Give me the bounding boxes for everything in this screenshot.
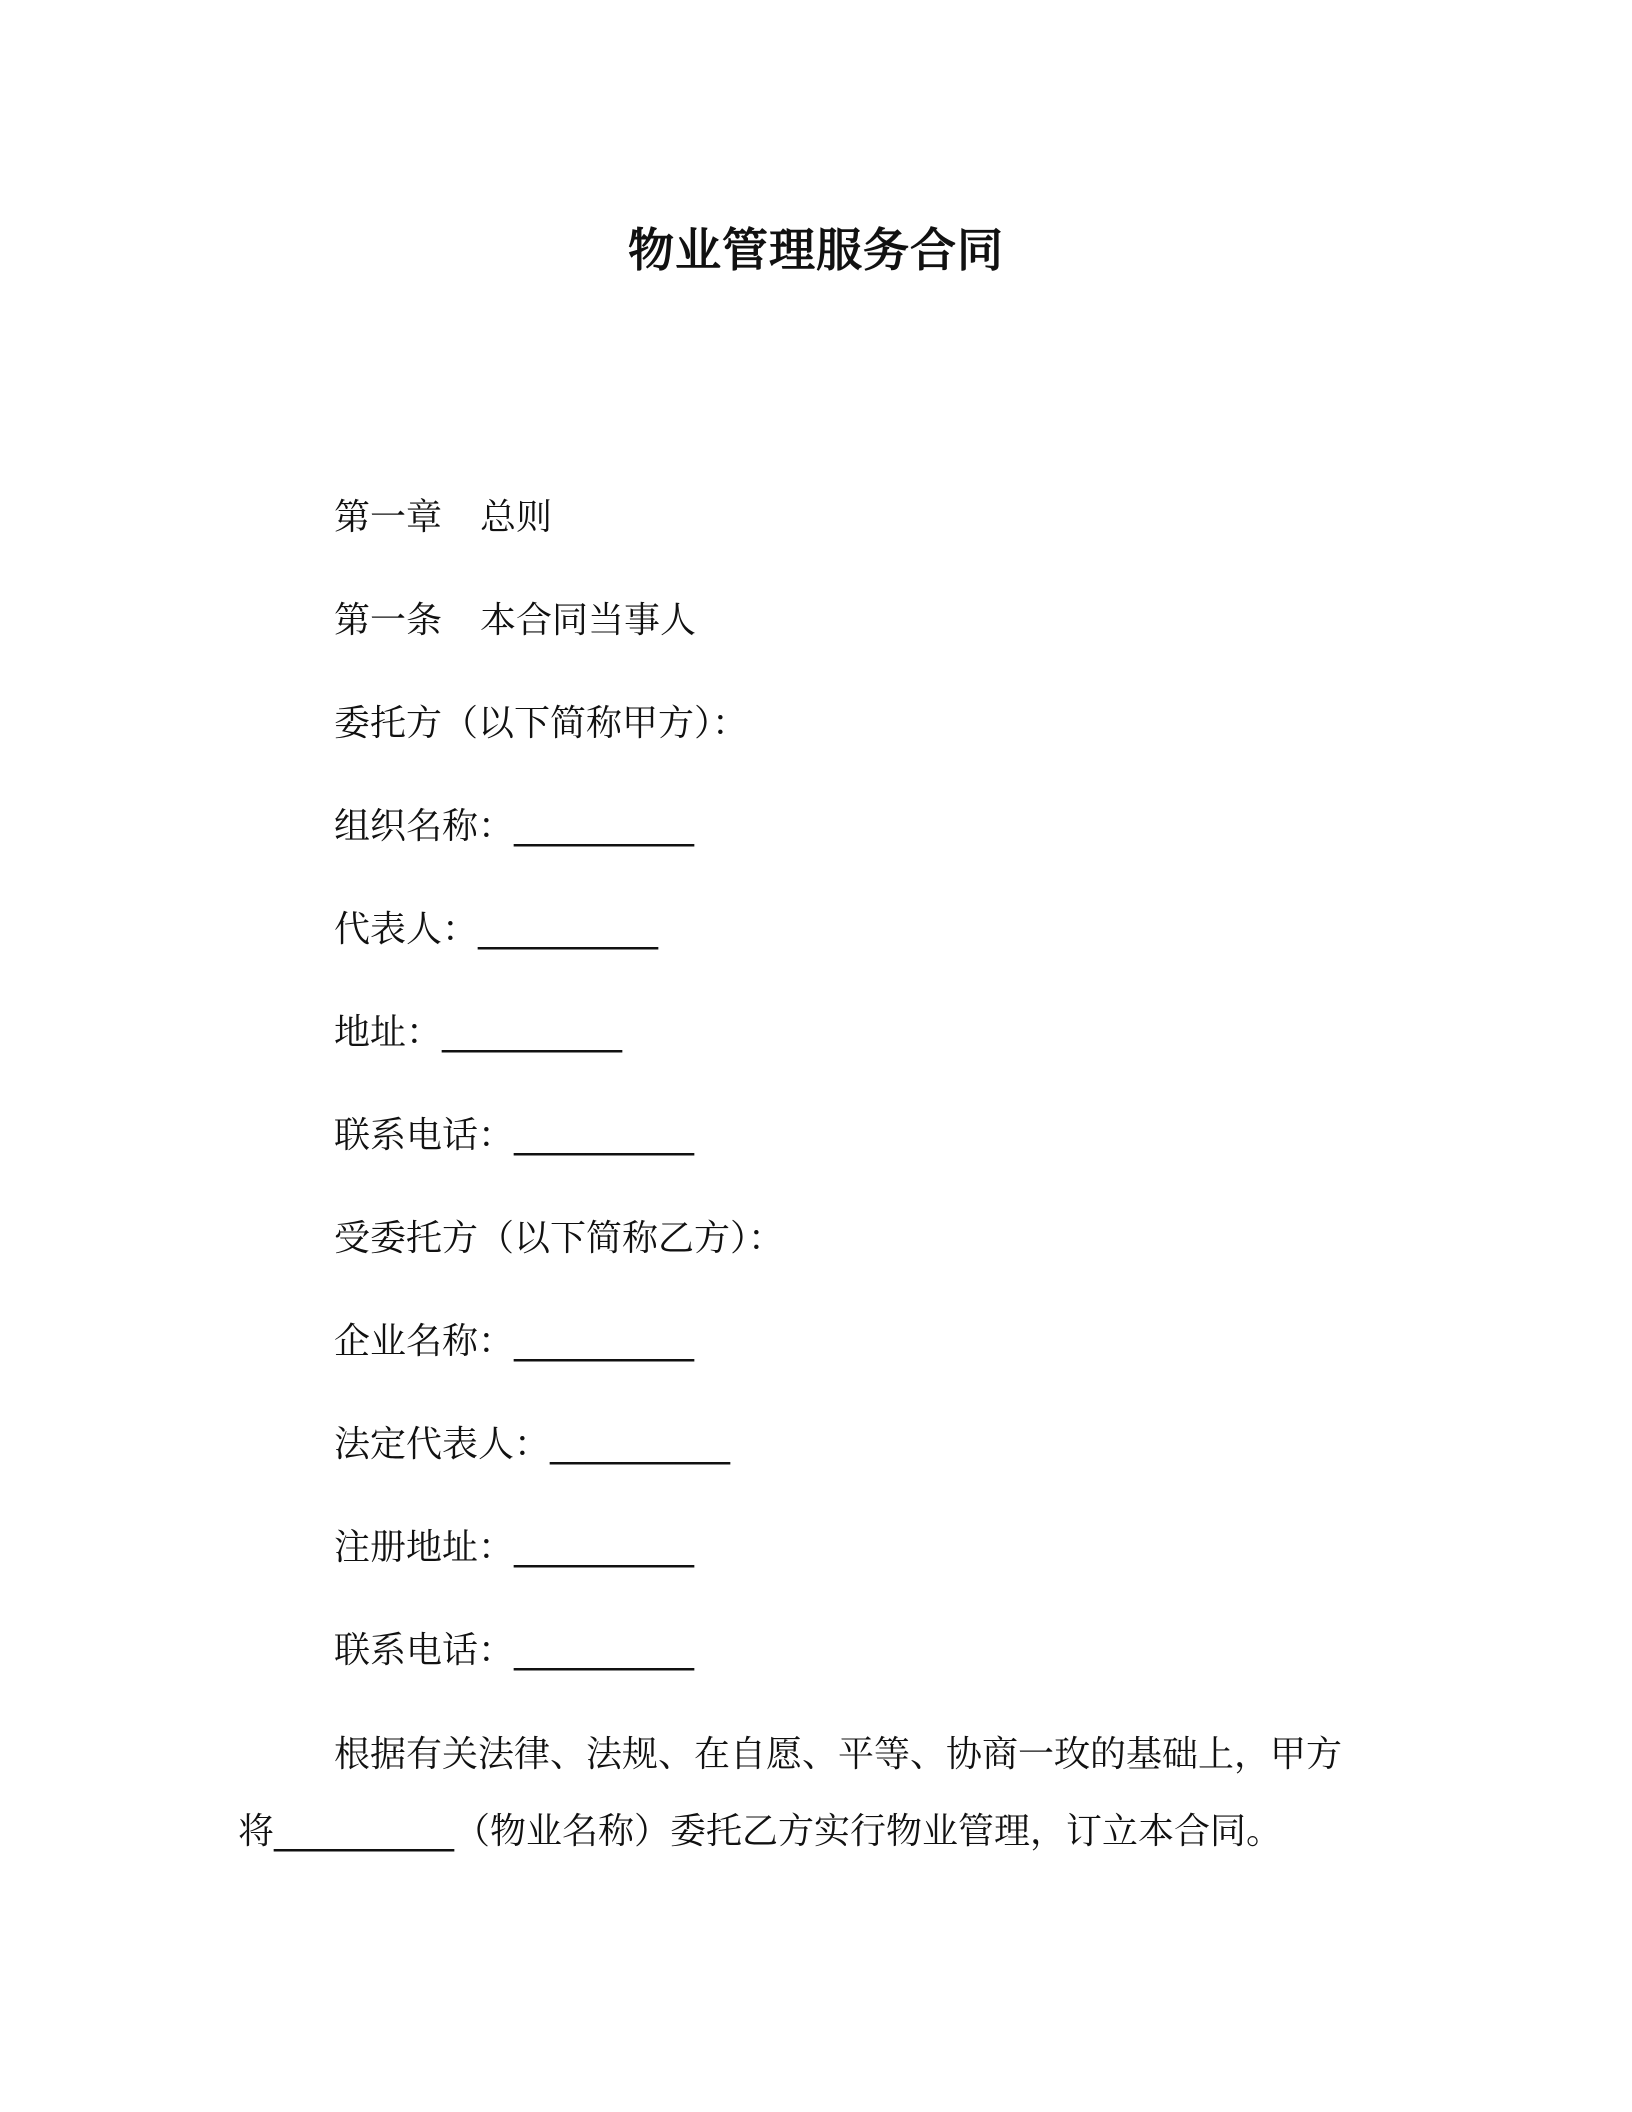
party-b-phone-field: 联系电话：__________: [334, 1630, 695, 1671]
chapter-number: 第一章: [334, 497, 443, 538]
chapter-name: 总则: [480, 497, 553, 538]
article-name: 本合同当事人: [480, 600, 697, 641]
party-a-address-field: 地址：__________: [334, 1012, 623, 1053]
party-a-heading: 委托方（以下简称甲方）：: [334, 703, 749, 744]
party-b-heading: 受委托方（以下简称乙方）：: [334, 1218, 785, 1259]
closing-paragraph-line-1: [238, 1731, 1398, 1779]
closing-text-2: 将__________（物业名称）委托乙方实行物业管理，订立本合同。: [238, 1811, 1283, 1852]
document-title: 物业管理服务合同: [628, 223, 1004, 277]
party-b-legal-representative-field: 法定代表人：__________: [334, 1424, 731, 1465]
party-b-registered-address-field: 注册地址：__________: [334, 1527, 695, 1568]
closing-text-1: 根据有关法律、法规、在自愿、平等、协商一玫的基础上，甲方: [334, 1734, 1343, 1775]
party-a-organization-field: 组织名称：__________: [334, 806, 695, 847]
party-a-phone-field: 联系电话：__________: [334, 1115, 695, 1156]
party-b-company-field: 企业名称：__________: [334, 1321, 695, 1362]
article-number: 第一条: [334, 600, 443, 641]
closing-paragraph-line-2: [238, 1808, 1398, 1856]
chapter-heading: [334, 494, 552, 542]
party-a-representative-field: 代表人：__________: [334, 909, 659, 950]
article-heading: [334, 597, 696, 645]
